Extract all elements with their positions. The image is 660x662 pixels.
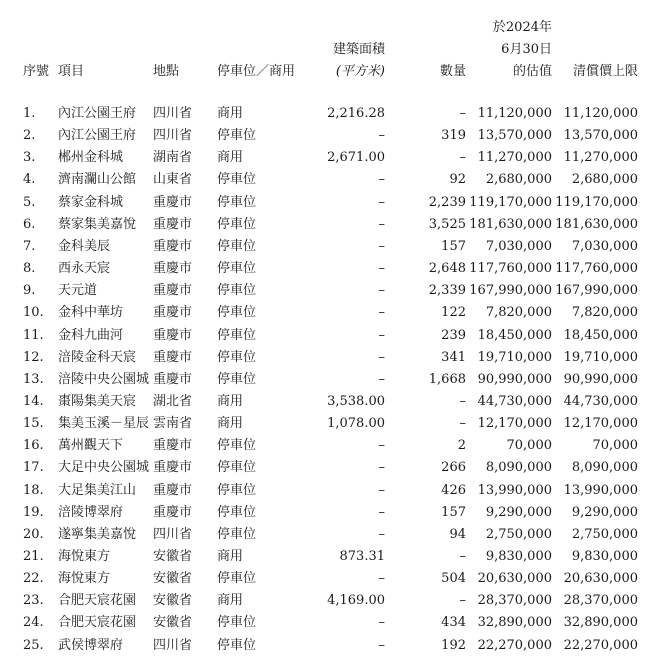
- cell-location: 重慶市: [153, 327, 193, 343]
- header-area-line1: 建築面積: [332, 42, 385, 57]
- cell-type: 停車位: [217, 371, 257, 387]
- cell-qty: 94: [449, 526, 466, 542]
- cell-type: 停車位: [217, 637, 257, 653]
- table-row: [0, 546, 660, 568]
- table-row: [0, 214, 660, 236]
- cell-qty: 3,525: [428, 216, 466, 232]
- cell-project: 涪陵博翠府: [58, 504, 124, 520]
- cell-area: –: [378, 327, 385, 343]
- cell-qty: 92: [449, 172, 466, 188]
- cell-no: 23.: [23, 593, 44, 609]
- cell-qty: 192: [441, 637, 466, 653]
- cell-value: 13,570,000: [477, 128, 552, 144]
- cell-value: 44,730,000: [477, 393, 552, 409]
- cell-project: 海悅東方: [58, 549, 111, 564]
- cell-area: 2,216.28: [327, 106, 385, 121]
- cell-location: 重慶市: [153, 305, 193, 321]
- cell-location: 重慶市: [153, 460, 193, 476]
- cell-location: 四川省: [153, 106, 193, 121]
- cell-type: 商用: [217, 416, 244, 432]
- cell-limit: 2,750,000: [571, 526, 638, 542]
- cell-no: 2.: [23, 128, 36, 144]
- table-row: [0, 302, 660, 324]
- cell-project: 涪陵中央公園城: [58, 371, 150, 387]
- cell-value: 18,450,000: [477, 327, 552, 343]
- cell-area: –: [378, 172, 385, 188]
- cell-qty: 504: [441, 571, 466, 587]
- table-row: [0, 524, 660, 546]
- table-row: [0, 635, 660, 657]
- cell-limit: 19,710,000: [563, 349, 638, 365]
- cell-limit: 90,990,000: [563, 371, 638, 387]
- cell-project: 內江公園王府: [58, 106, 137, 121]
- cell-no: 19.: [23, 504, 44, 520]
- table-row: [0, 169, 660, 191]
- cell-location: 重慶市: [153, 349, 193, 365]
- cell-type: 停車位: [217, 504, 257, 520]
- cell-area: –: [378, 482, 385, 498]
- cell-area: 873.31: [339, 549, 385, 564]
- table-row: [0, 325, 660, 347]
- header-area-line2: (平方米): [335, 64, 385, 79]
- cell-no: 8.: [23, 261, 36, 277]
- cell-limit: 11,270,000: [563, 150, 638, 166]
- cell-location: 安徽省: [153, 615, 193, 631]
- cell-value: 119,170,000: [469, 194, 552, 210]
- cell-limit: 22,270,000: [563, 637, 638, 653]
- table-row: [0, 590, 660, 612]
- cell-value: 12,170,000: [477, 416, 552, 432]
- header-location: 地點: [153, 64, 180, 79]
- cell-type: 停車位: [217, 216, 257, 232]
- cell-qty: 2,339: [428, 283, 466, 299]
- cell-project: 大足集美江山: [58, 482, 137, 498]
- cell-no: 24.: [23, 615, 44, 631]
- table-row: [0, 192, 660, 214]
- cell-qty: 1,668: [428, 371, 466, 387]
- cell-value: 13,990,000: [477, 482, 552, 498]
- cell-no: 20.: [23, 526, 44, 542]
- header-limit: 清償價上限: [572, 64, 638, 79]
- cell-area: –: [378, 504, 385, 520]
- cell-type: 商用: [217, 593, 244, 609]
- cell-value: 9,830,000: [485, 549, 552, 564]
- table-row: [0, 125, 660, 147]
- table-row: [0, 258, 660, 280]
- cell-location: 安徽省: [153, 571, 193, 587]
- cell-limit: 2,680,000: [571, 172, 638, 188]
- cell-type: 停車位: [217, 283, 257, 299]
- cell-no: 15.: [23, 416, 44, 432]
- cell-type: 停車位: [217, 615, 257, 631]
- cell-area: –: [378, 194, 385, 210]
- cell-limit: 32,890,000: [563, 615, 638, 631]
- table-row: [0, 568, 660, 590]
- cell-project: 郴州金科城: [58, 150, 124, 166]
- cell-area: –: [378, 615, 385, 631]
- table-row: [0, 391, 660, 413]
- cell-value: 8,090,000: [485, 460, 552, 476]
- cell-project: 蔡家金科城: [58, 194, 124, 210]
- cell-area: –: [378, 460, 385, 476]
- cell-type: 停車位: [217, 194, 257, 210]
- cell-location: 重慶市: [153, 482, 193, 498]
- cell-type: 停車位: [217, 238, 257, 254]
- cell-no: 9.: [23, 283, 36, 299]
- cell-type: 商用: [217, 150, 244, 166]
- cell-type: 商用: [217, 393, 244, 409]
- cell-value: 167,990,000: [469, 283, 552, 299]
- cell-value: 2,680,000: [485, 172, 552, 188]
- cell-value: 11,120,000: [477, 106, 552, 121]
- cell-value: 70,000: [506, 438, 552, 454]
- cell-qty: 2,648: [428, 261, 466, 277]
- cell-value: 9,290,000: [485, 504, 552, 520]
- cell-type: 停車位: [217, 438, 257, 454]
- cell-area: –: [378, 305, 385, 321]
- cell-type: 停車位: [217, 128, 257, 144]
- cell-no: 16.: [23, 438, 44, 454]
- cell-limit: 12,170,000: [563, 416, 638, 432]
- cell-limit: 7,820,000: [571, 305, 638, 321]
- cell-no: 11.: [23, 327, 44, 343]
- cell-limit: 13,990,000: [563, 482, 638, 498]
- cell-value: 32,890,000: [477, 615, 552, 631]
- cell-type: 停車位: [217, 526, 257, 542]
- table-row: [0, 457, 660, 479]
- cell-qty: 239: [441, 327, 466, 343]
- cell-value: 28,370,000: [477, 593, 552, 609]
- cell-location: 雲南省: [153, 416, 193, 432]
- cell-area: –: [378, 371, 385, 387]
- cell-value: 22,270,000: [477, 637, 552, 653]
- cell-type: 停車位: [217, 305, 257, 321]
- cell-location: 重慶市: [153, 283, 193, 299]
- cell-type: 停車位: [217, 460, 257, 476]
- cell-area: –: [378, 637, 385, 653]
- cell-limit: 70,000: [592, 438, 638, 454]
- cell-qty: 319: [441, 128, 466, 144]
- cell-limit: 13,570,000: [563, 128, 638, 144]
- cell-project: 海悅東方: [58, 571, 111, 587]
- cell-limit: 28,370,000: [563, 593, 638, 609]
- table-row: [0, 280, 660, 302]
- cell-limit: 11,120,000: [563, 106, 638, 121]
- header-value-line1: 於2024年: [492, 20, 552, 35]
- cell-type: 停車位: [217, 172, 257, 188]
- cell-type: 停車位: [217, 327, 257, 343]
- cell-value: 7,820,000: [485, 305, 552, 321]
- cell-area: –: [378, 238, 385, 254]
- cell-value: 117,760,000: [469, 261, 552, 277]
- cell-qty: –: [459, 549, 466, 564]
- cell-type: 停車位: [217, 349, 257, 365]
- cell-qty: 2: [457, 438, 466, 454]
- cell-location: 重慶市: [153, 261, 193, 277]
- cell-project: 金科中華坊: [58, 305, 124, 321]
- cell-value: 2,750,000: [485, 526, 552, 542]
- cell-project: 蔡家集美嘉悅: [58, 216, 137, 232]
- cell-qty: 157: [441, 238, 466, 254]
- cell-type: 停車位: [217, 482, 257, 498]
- cell-no: 17.: [23, 460, 44, 476]
- cell-qty: –: [459, 593, 466, 609]
- cell-qty: 434: [441, 615, 466, 631]
- table-row: [0, 347, 660, 369]
- cell-qty: –: [459, 106, 466, 121]
- table-row: [0, 369, 660, 391]
- header-project: 項目: [58, 64, 85, 79]
- cell-location: 四川省: [153, 128, 193, 144]
- cell-no: 6.: [23, 216, 36, 232]
- cell-limit: 9,830,000: [571, 549, 638, 564]
- cell-no: 7.: [23, 238, 36, 254]
- header-type: 停車位／商用: [217, 64, 296, 79]
- cell-project: 金科九曲河: [58, 327, 124, 343]
- cell-area: –: [378, 216, 385, 232]
- cell-value: 90,990,000: [477, 371, 552, 387]
- cell-location: 重慶市: [153, 194, 193, 210]
- cell-value: 7,030,000: [485, 238, 552, 254]
- cell-project: 內江公園王府: [58, 128, 137, 144]
- cell-no: 10.: [23, 305, 44, 321]
- cell-area: 3,538.00: [327, 393, 385, 409]
- cell-area: –: [378, 349, 385, 365]
- cell-value: 11,270,000: [477, 150, 552, 166]
- header-value-line2: 6月30日: [501, 42, 552, 57]
- cell-no: 21.: [23, 549, 44, 564]
- cell-limit: 167,990,000: [555, 283, 638, 299]
- table-row: [0, 502, 660, 524]
- cell-qty: –: [459, 416, 466, 432]
- cell-limit: 8,090,000: [571, 460, 638, 476]
- cell-no: 14.: [23, 393, 44, 409]
- table-row: [0, 236, 660, 258]
- cell-type: 停車位: [217, 261, 257, 277]
- cell-location: 安徽省: [153, 549, 193, 564]
- table-row: [0, 612, 660, 634]
- cell-area: –: [378, 526, 385, 542]
- cell-location: 重慶市: [153, 371, 193, 387]
- cell-qty: –: [459, 393, 466, 409]
- cell-area: –: [378, 438, 385, 454]
- cell-value: 20,630,000: [477, 571, 552, 587]
- cell-project: 大足中央公園城: [58, 460, 150, 476]
- cell-location: 安徽省: [153, 593, 193, 609]
- table-row: [0, 413, 660, 435]
- cell-area: –: [378, 261, 385, 277]
- header-value-line3: 的估值: [512, 64, 552, 79]
- cell-no: 12.: [23, 349, 44, 365]
- cell-limit: 181,630,000: [555, 216, 638, 232]
- cell-project: 西永天宸: [58, 261, 111, 277]
- cell-limit: 9,290,000: [571, 504, 638, 520]
- cell-project: 涪陵金科天宸: [58, 349, 137, 365]
- cell-no: 22.: [23, 571, 44, 587]
- cell-qty: 341: [441, 349, 466, 365]
- cell-location: 重慶市: [153, 238, 193, 254]
- cell-area: –: [378, 571, 385, 587]
- table-row: [0, 103, 660, 125]
- cell-type: 商用: [217, 549, 244, 564]
- cell-no: 5.: [23, 194, 36, 210]
- cell-limit: 44,730,000: [563, 393, 638, 409]
- cell-area: 4,169.00: [327, 593, 385, 609]
- cell-project: 遂寧集美嘉悅: [58, 526, 137, 542]
- cell-area: 2,671.00: [327, 150, 385, 166]
- cell-location: 四川省: [153, 526, 193, 542]
- table-row: [0, 435, 660, 457]
- cell-no: 25.: [23, 637, 44, 653]
- cell-no: 1.: [23, 106, 36, 121]
- cell-value: 181,630,000: [469, 216, 552, 232]
- cell-qty: 426: [441, 482, 466, 498]
- cell-no: 3.: [23, 150, 36, 166]
- cell-project: 合肥天宸花園: [58, 593, 137, 609]
- cell-no: 18.: [23, 482, 44, 498]
- cell-qty: 266: [441, 460, 466, 476]
- cell-qty: –: [459, 150, 466, 166]
- cell-limit: 7,030,000: [571, 238, 638, 254]
- cell-location: 山東省: [153, 172, 193, 188]
- header-qty: 數量: [439, 64, 466, 79]
- cell-type: 停車位: [217, 571, 257, 587]
- table-row: [0, 147, 660, 169]
- cell-qty: 122: [441, 305, 466, 321]
- cell-area: –: [378, 128, 385, 144]
- header-no: 序號: [23, 64, 50, 79]
- cell-project: 武侯博翠府: [58, 637, 124, 653]
- cell-limit: 20,630,000: [563, 571, 638, 587]
- cell-area: 1,078.00: [327, 416, 385, 432]
- cell-project: 集美玉溪－星辰: [58, 416, 150, 432]
- cell-type: 商用: [217, 106, 244, 121]
- cell-qty: 157: [441, 504, 466, 520]
- cell-qty: 2,239: [428, 194, 466, 210]
- cell-project: 萬州觀天下: [58, 438, 124, 454]
- cell-location: 四川省: [153, 637, 193, 653]
- cell-no: 13.: [23, 371, 44, 387]
- cell-limit: 119,170,000: [555, 194, 638, 210]
- cell-project: 金科美辰: [58, 238, 111, 254]
- cell-project: 濟南瀾山公館: [58, 172, 137, 188]
- cell-project: 合肥天宸花園: [58, 615, 137, 631]
- cell-location: 湖北省: [153, 393, 193, 409]
- cell-location: 湖南省: [153, 150, 193, 166]
- cell-value: 19,710,000: [477, 349, 552, 365]
- cell-limit: 18,450,000: [563, 327, 638, 343]
- cell-location: 重慶市: [153, 504, 193, 520]
- cell-area: –: [378, 283, 385, 299]
- cell-no: 4.: [23, 172, 36, 188]
- cell-project: 天元道: [58, 283, 98, 299]
- cell-limit: 117,760,000: [555, 261, 638, 277]
- table-row: [0, 480, 660, 502]
- cell-project: 棗陽集美天宸: [58, 393, 137, 409]
- cell-location: 重慶市: [153, 438, 193, 454]
- cell-location: 重慶市: [153, 216, 193, 232]
